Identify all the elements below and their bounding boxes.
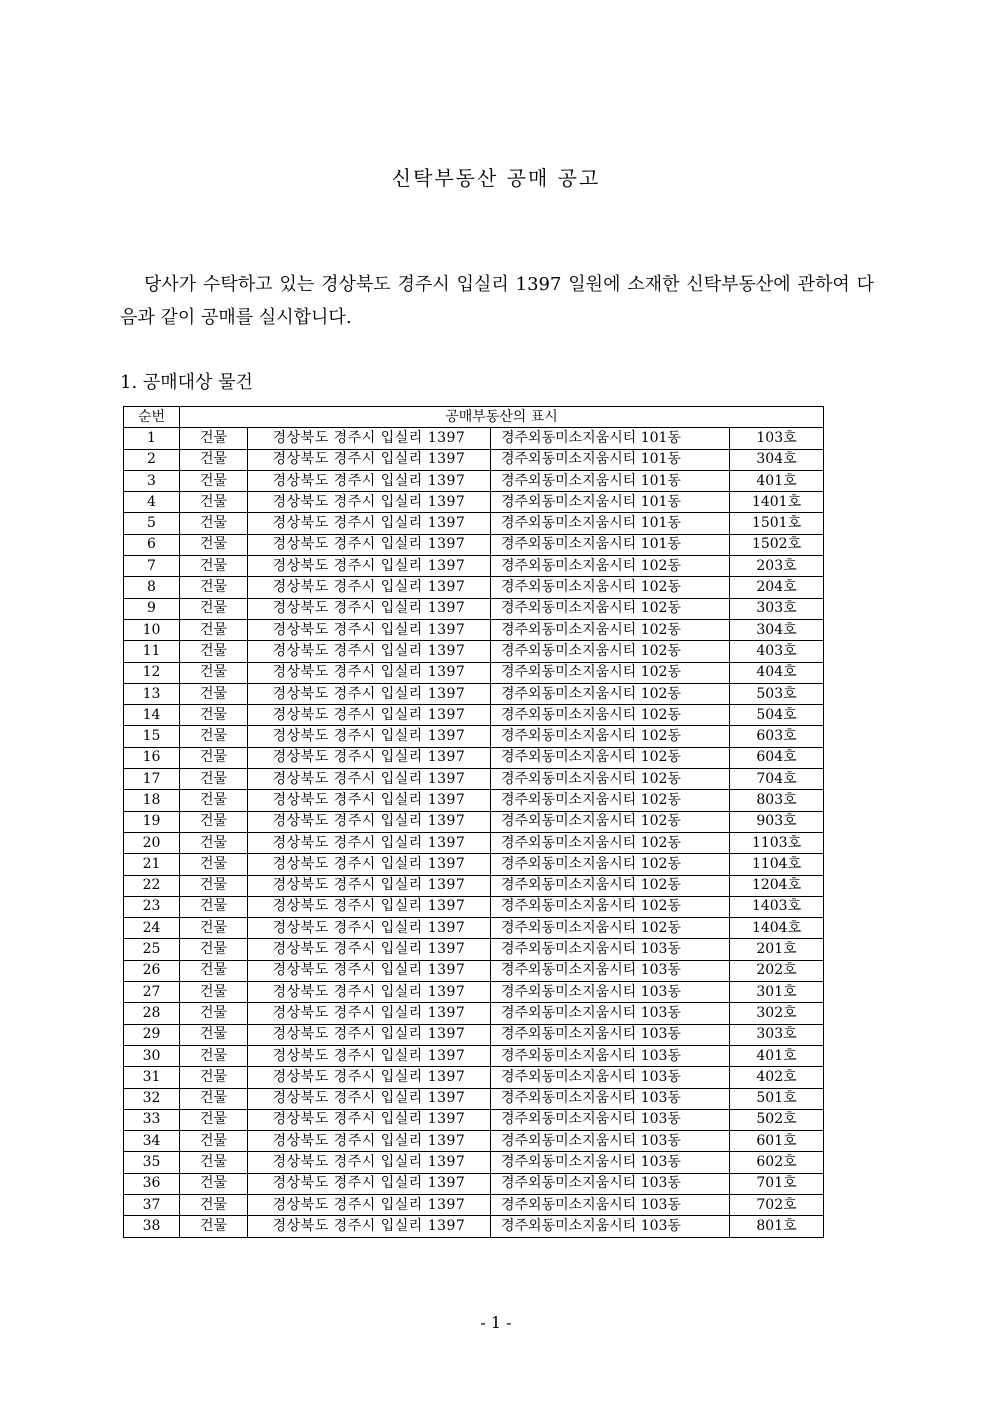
- row-unit: 803호: [730, 790, 824, 811]
- row-number: 24: [124, 918, 180, 939]
- row-address: 경상북도 경주시 입실리 1397: [248, 1024, 491, 1045]
- table-row: [124, 896, 824, 917]
- row-number: 25: [124, 939, 180, 960]
- row-building: 경주외동미소지움시티 102동: [491, 577, 730, 598]
- row-building: 경주외동미소지움시티 101동: [491, 470, 730, 491]
- row-type: 건물: [180, 1173, 248, 1194]
- table-row: [124, 769, 824, 790]
- row-number: 3: [124, 470, 180, 491]
- row-unit: 1501호: [730, 513, 824, 534]
- row-building: 경주외동미소지움시티 102동: [491, 769, 730, 790]
- table-row: [124, 556, 824, 577]
- row-address: 경상북도 경주시 입실리 1397: [248, 1088, 491, 1109]
- row-address: 경상북도 경주시 입실리 1397: [248, 982, 491, 1003]
- table-row: [124, 726, 824, 747]
- section-heading: 1. 공매대상 물건: [120, 372, 253, 393]
- row-number: 15: [124, 726, 180, 747]
- row-address: 경상북도 경주시 입실리 1397: [248, 577, 491, 598]
- table-row: [124, 960, 824, 981]
- row-address: 경상북도 경주시 입실리 1397: [248, 556, 491, 577]
- table-row: [124, 449, 824, 470]
- row-building: 경주외동미소지움시티 103동: [491, 1173, 730, 1194]
- row-number: 12: [124, 662, 180, 683]
- row-type: 건물: [180, 811, 248, 832]
- row-unit: 1403호: [730, 896, 824, 917]
- row-number: 18: [124, 790, 180, 811]
- row-unit: 304호: [730, 619, 824, 640]
- intro-text: 당사가 수탁하고 있는 경상북도 경주시 입실리 1397 일원에 소재한 신탁부동산에 관하여 다음과 같이 공매를 실시합니다.: [120, 274, 874, 328]
- row-number: 30: [124, 1045, 180, 1066]
- row-address: 경상북도 경주시 입실리 1397: [248, 513, 491, 534]
- row-address: 경상북도 경주시 입실리 1397: [248, 896, 491, 917]
- row-address: 경상북도 경주시 입실리 1397: [248, 1067, 491, 1088]
- row-type: 건물: [180, 534, 248, 555]
- row-unit: 603호: [730, 726, 824, 747]
- row-number: 38: [124, 1216, 180, 1237]
- row-address: 경상북도 경주시 입실리 1397: [248, 854, 491, 875]
- row-address: 경상북도 경주시 입실리 1397: [248, 1131, 491, 1152]
- row-number: 35: [124, 1152, 180, 1173]
- row-address: 경상북도 경주시 입실리 1397: [248, 619, 491, 640]
- row-address: 경상북도 경주시 입실리 1397: [248, 1216, 491, 1237]
- row-address: 경상북도 경주시 입실리 1397: [248, 747, 491, 768]
- row-building: 경주외동미소지움시티 102동: [491, 641, 730, 662]
- row-number: 31: [124, 1067, 180, 1088]
- row-building: 경주외동미소지움시티 102동: [491, 875, 730, 896]
- row-number: 27: [124, 982, 180, 1003]
- row-unit: 604호: [730, 747, 824, 768]
- table-row: [124, 577, 824, 598]
- row-unit: 1104호: [730, 854, 824, 875]
- row-building: 경주외동미소지움시티 102동: [491, 747, 730, 768]
- row-address: 경상북도 경주시 입실리 1397: [248, 641, 491, 662]
- row-unit: 201호: [730, 939, 824, 960]
- row-type: 건물: [180, 1216, 248, 1237]
- table-row: [124, 811, 824, 832]
- row-number: 37: [124, 1194, 180, 1215]
- row-number: 6: [124, 534, 180, 555]
- row-building: 경주외동미소지움시티 101동: [491, 449, 730, 470]
- row-unit: 801호: [730, 1216, 824, 1237]
- row-building: 경주외동미소지움시티 102동: [491, 896, 730, 917]
- table-row: [124, 1088, 824, 1109]
- row-number: 22: [124, 875, 180, 896]
- row-type: 건물: [180, 619, 248, 640]
- row-number: 5: [124, 513, 180, 534]
- row-type: 건물: [180, 896, 248, 917]
- table-row: [124, 705, 824, 726]
- table-row: [124, 982, 824, 1003]
- table-row: [124, 939, 824, 960]
- row-type: 건물: [180, 641, 248, 662]
- row-building: 경주외동미소지움시티 102동: [491, 598, 730, 619]
- row-address: 경상북도 경주시 입실리 1397: [248, 492, 491, 513]
- table-row: [124, 1152, 824, 1173]
- row-unit: 303호: [730, 598, 824, 619]
- table-body: [124, 428, 824, 1237]
- property-table: [123, 406, 824, 1238]
- row-unit: 701호: [730, 1173, 824, 1194]
- row-unit: 204호: [730, 577, 824, 598]
- row-address: 경상북도 경주시 입실리 1397: [248, 960, 491, 981]
- row-unit: 504호: [730, 705, 824, 726]
- row-type: 건물: [180, 1045, 248, 1066]
- row-address: 경상북도 경주시 입실리 1397: [248, 875, 491, 896]
- row-number: 19: [124, 811, 180, 832]
- row-number: 4: [124, 492, 180, 513]
- row-number: 29: [124, 1024, 180, 1045]
- row-number: 21: [124, 854, 180, 875]
- row-unit: 402호: [730, 1067, 824, 1088]
- row-address: 경상북도 경주시 입실리 1397: [248, 1003, 491, 1024]
- row-type: 건물: [180, 470, 248, 491]
- row-unit: 601호: [730, 1131, 824, 1152]
- page-number: - 1 -: [480, 1313, 512, 1332]
- row-type: 건물: [180, 769, 248, 790]
- row-unit: 702호: [730, 1194, 824, 1215]
- row-type: 건물: [180, 577, 248, 598]
- row-address: 경상북도 경주시 입실리 1397: [248, 790, 491, 811]
- table-row: [124, 534, 824, 555]
- row-number: 2: [124, 449, 180, 470]
- row-building: 경주외동미소지움시티 102동: [491, 556, 730, 577]
- row-unit: 1404호: [730, 918, 824, 939]
- row-unit: 401호: [730, 470, 824, 491]
- table-row: [124, 513, 824, 534]
- row-type: 건물: [180, 513, 248, 534]
- row-building: 경주외동미소지움시티 101동: [491, 513, 730, 534]
- table-row: [124, 1003, 824, 1024]
- table-row: [124, 641, 824, 662]
- row-type: 건물: [180, 939, 248, 960]
- table-row: [124, 470, 824, 491]
- row-building: 경주외동미소지움시티 103동: [491, 1194, 730, 1215]
- row-unit: 503호: [730, 683, 824, 704]
- table-row: [124, 747, 824, 768]
- row-type: 건물: [180, 854, 248, 875]
- table-row: [124, 1024, 824, 1045]
- row-type: 건물: [180, 960, 248, 981]
- table-row: [124, 1067, 824, 1088]
- table-row: [124, 492, 824, 513]
- row-type: 건물: [180, 918, 248, 939]
- row-address: 경상북도 경주시 입실리 1397: [248, 918, 491, 939]
- row-type: 건물: [180, 598, 248, 619]
- row-building: 경주외동미소지움시티 103동: [491, 939, 730, 960]
- row-unit: 303호: [730, 1024, 824, 1045]
- row-unit: 1103호: [730, 832, 824, 853]
- row-unit: 1401호: [730, 492, 824, 513]
- intro-paragraph: [120, 268, 874, 334]
- row-number: 13: [124, 683, 180, 704]
- row-number: 36: [124, 1173, 180, 1194]
- row-number: 1: [124, 428, 180, 449]
- row-unit: 302호: [730, 1003, 824, 1024]
- table-row: [124, 854, 824, 875]
- row-address: 경상북도 경주시 입실리 1397: [248, 939, 491, 960]
- table-row: [124, 1194, 824, 1215]
- row-unit: 1204호: [730, 875, 824, 896]
- table-row: [124, 1173, 824, 1194]
- row-unit: 403호: [730, 641, 824, 662]
- row-number: 26: [124, 960, 180, 981]
- row-building: 경주외동미소지움시티 103동: [491, 1003, 730, 1024]
- row-building: 경주외동미소지움시티 103동: [491, 1109, 730, 1130]
- row-building: 경주외동미소지움시티 101동: [491, 492, 730, 513]
- row-address: 경상북도 경주시 입실리 1397: [248, 811, 491, 832]
- row-building: 경주외동미소지움시티 101동: [491, 428, 730, 449]
- row-type: 건물: [180, 1024, 248, 1045]
- row-type: 건물: [180, 492, 248, 513]
- row-type: 건물: [180, 1194, 248, 1215]
- row-address: 경상북도 경주시 입실리 1397: [248, 1109, 491, 1130]
- row-number: 8: [124, 577, 180, 598]
- row-unit: 304호: [730, 449, 824, 470]
- row-type: 건물: [180, 1109, 248, 1130]
- row-unit: 903호: [730, 811, 824, 832]
- table-header-row: [124, 407, 824, 428]
- table-row: [124, 1045, 824, 1066]
- row-type: 건물: [180, 1152, 248, 1173]
- row-building: 경주외동미소지움시티 102동: [491, 790, 730, 811]
- header-no: 순번: [124, 407, 180, 428]
- row-type: 건물: [180, 982, 248, 1003]
- row-number: 11: [124, 641, 180, 662]
- row-building: 경주외동미소지움시티 103동: [491, 1024, 730, 1045]
- table-row: [124, 428, 824, 449]
- row-building: 경주외동미소지움시티 103동: [491, 1067, 730, 1088]
- row-building: 경주외동미소지움시티 102동: [491, 705, 730, 726]
- row-number: 17: [124, 769, 180, 790]
- row-address: 경상북도 경주시 입실리 1397: [248, 470, 491, 491]
- table-row: [124, 1131, 824, 1152]
- row-unit: 602호: [730, 1152, 824, 1173]
- row-building: 경주외동미소지움시티 103동: [491, 960, 730, 981]
- row-number: 10: [124, 619, 180, 640]
- row-type: 건물: [180, 832, 248, 853]
- table-row: [124, 1109, 824, 1130]
- row-building: 경주외동미소지움시티 102동: [491, 662, 730, 683]
- row-unit: 203호: [730, 556, 824, 577]
- row-building: 경주외동미소지움시티 103동: [491, 1152, 730, 1173]
- row-building: 경주외동미소지움시티 101동: [491, 534, 730, 555]
- row-building: 경주외동미소지움시티 102동: [491, 918, 730, 939]
- row-building: 경주외동미소지움시티 102동: [491, 726, 730, 747]
- row-unit: 202호: [730, 960, 824, 981]
- row-address: 경상북도 경주시 입실리 1397: [248, 683, 491, 704]
- table-row: [124, 832, 824, 853]
- row-building: 경주외동미소지움시티 103동: [491, 1088, 730, 1109]
- table-row: [124, 918, 824, 939]
- row-address: 경상북도 경주시 입실리 1397: [248, 1045, 491, 1066]
- row-address: 경상북도 경주시 입실리 1397: [248, 1173, 491, 1194]
- row-address: 경상북도 경주시 입실리 1397: [248, 769, 491, 790]
- row-type: 건물: [180, 747, 248, 768]
- table-row: [124, 598, 824, 619]
- row-unit: 1502호: [730, 534, 824, 555]
- row-type: 건물: [180, 1067, 248, 1088]
- table-row: [124, 662, 824, 683]
- row-type: 건물: [180, 683, 248, 704]
- row-type: 건물: [180, 790, 248, 811]
- row-address: 경상북도 경주시 입실리 1397: [248, 726, 491, 747]
- row-number: 23: [124, 896, 180, 917]
- row-address: 경상북도 경주시 입실리 1397: [248, 428, 491, 449]
- row-number: 7: [124, 556, 180, 577]
- row-number: 20: [124, 832, 180, 853]
- row-address: 경상북도 경주시 입실리 1397: [248, 705, 491, 726]
- row-building: 경주외동미소지움시티 102동: [491, 683, 730, 704]
- row-address: 경상북도 경주시 입실리 1397: [248, 534, 491, 555]
- row-building: 경주외동미소지움시티 103동: [491, 1045, 730, 1066]
- row-number: 9: [124, 598, 180, 619]
- row-address: 경상북도 경주시 입실리 1397: [248, 832, 491, 853]
- row-type: 건물: [180, 428, 248, 449]
- row-address: 경상북도 경주시 입실리 1397: [248, 1152, 491, 1173]
- row-address: 경상북도 경주시 입실리 1397: [248, 598, 491, 619]
- row-address: 경상북도 경주시 입실리 1397: [248, 1194, 491, 1215]
- row-type: 건물: [180, 1131, 248, 1152]
- row-unit: 401호: [730, 1045, 824, 1066]
- row-unit: 502호: [730, 1109, 824, 1130]
- row-type: 건물: [180, 556, 248, 577]
- row-unit: 404호: [730, 662, 824, 683]
- row-type: 건물: [180, 875, 248, 896]
- row-building: 경주외동미소지움시티 103동: [491, 1216, 730, 1237]
- row-type: 건물: [180, 1088, 248, 1109]
- row-building: 경주외동미소지움시티 102동: [491, 854, 730, 875]
- row-address: 경상북도 경주시 입실리 1397: [248, 449, 491, 470]
- table-row: [124, 619, 824, 640]
- row-number: 34: [124, 1131, 180, 1152]
- table-row: [124, 790, 824, 811]
- row-building: 경주외동미소지움시티 102동: [491, 832, 730, 853]
- row-type: 건물: [180, 662, 248, 683]
- row-building: 경주외동미소지움시티 102동: [491, 811, 730, 832]
- header-description: 공매부동산의 표시: [180, 407, 824, 428]
- row-type: 건물: [180, 449, 248, 470]
- row-unit: 704호: [730, 769, 824, 790]
- row-building: 경주외동미소지움시티 103동: [491, 1131, 730, 1152]
- row-building: 경주외동미소지움시티 102동: [491, 619, 730, 640]
- row-unit: 301호: [730, 982, 824, 1003]
- table-row: [124, 683, 824, 704]
- row-number: 33: [124, 1109, 180, 1130]
- row-unit: 501호: [730, 1088, 824, 1109]
- table-row: [124, 1216, 824, 1237]
- row-type: 건물: [180, 726, 248, 747]
- row-building: 경주외동미소지움시티 103동: [491, 982, 730, 1003]
- row-unit: 103호: [730, 428, 824, 449]
- row-number: 32: [124, 1088, 180, 1109]
- row-number: 16: [124, 747, 180, 768]
- row-type: 건물: [180, 1003, 248, 1024]
- table-row: [124, 875, 824, 896]
- row-number: 14: [124, 705, 180, 726]
- row-type: 건물: [180, 705, 248, 726]
- page-title: 신탁부동산 공매 공고: [391, 166, 601, 190]
- row-address: 경상북도 경주시 입실리 1397: [248, 662, 491, 683]
- row-number: 28: [124, 1003, 180, 1024]
